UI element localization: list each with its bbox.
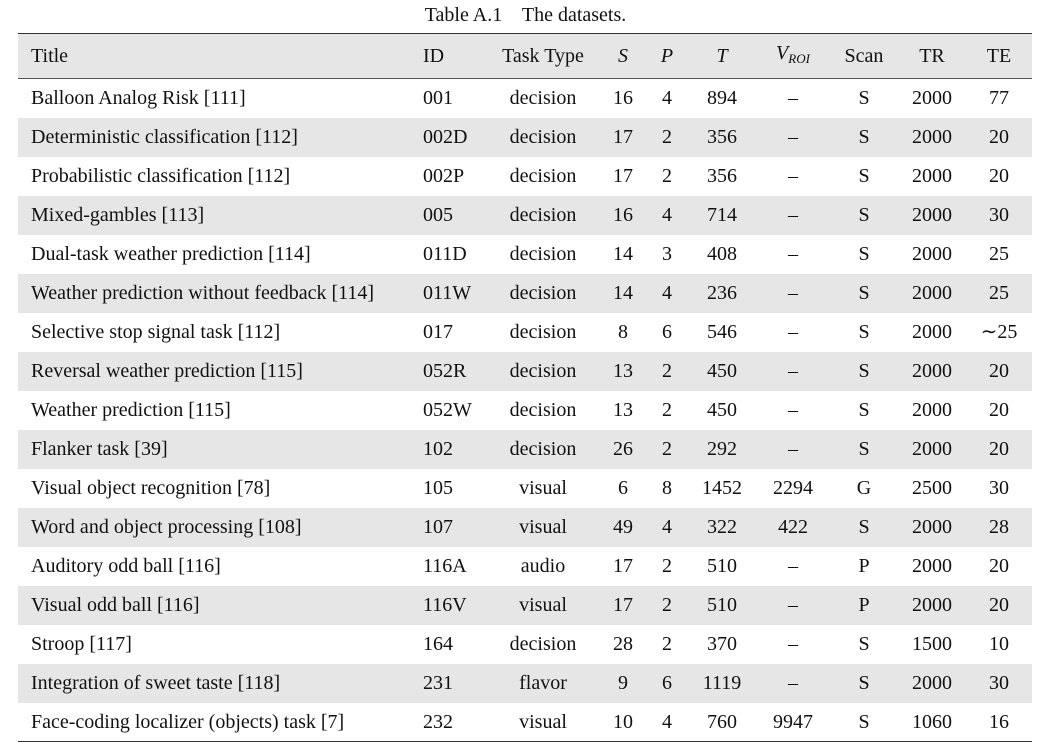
cell-title: Flanker task [39] — [31, 438, 168, 460]
cell-s: 14 — [613, 243, 633, 265]
cell-p: 4 — [662, 516, 672, 538]
cell-v-roi: – — [788, 243, 798, 265]
cell-tr: 2000 — [912, 516, 952, 538]
cell-id: 017 — [423, 321, 453, 343]
cell-id: 002D — [423, 126, 468, 148]
cell-t: 450 — [707, 360, 737, 382]
cell-id: 052W — [423, 399, 472, 421]
cell-p: 4 — [662, 204, 672, 226]
cell-te: 20 — [989, 126, 1009, 148]
cell-id: 001 — [423, 87, 453, 110]
cell-v-roi: – — [788, 87, 798, 110]
table-row — [18, 313, 1032, 352]
cell-te: 28 — [989, 516, 1009, 538]
cell-scan: S — [830, 703, 898, 742]
cell-s: 16 — [613, 87, 633, 110]
cell-t: 322 — [707, 516, 737, 538]
cell-v-roi: – — [788, 360, 798, 382]
cell-tr: 2000 — [912, 243, 952, 265]
cell-t: 510 — [707, 594, 737, 616]
cell-tr: 1500 — [912, 633, 952, 655]
cell-title: Mixed-gambles [113] — [31, 204, 205, 226]
cell-v-roi: – — [788, 204, 798, 226]
cell-p: 2 — [662, 165, 672, 187]
cell-p: 4 — [662, 87, 672, 110]
cell-id: 011W — [423, 282, 472, 304]
cell-id: 116A — [423, 555, 467, 577]
cell-p: 8 — [662, 477, 672, 499]
cell-s: 17 — [613, 126, 633, 148]
cell-p: 6 — [662, 321, 672, 343]
cell-scan: P — [858, 594, 870, 616]
col-header-v-sub: ROI — [788, 51, 810, 66]
cell-scan: P — [858, 555, 870, 577]
cell-v-roi: – — [788, 165, 798, 187]
cell-te: 20 — [989, 438, 1009, 460]
cell-s: 28 — [613, 633, 633, 655]
cell-scan: S — [858, 633, 870, 655]
cell-task-type: decision — [509, 399, 577, 421]
table-row — [18, 586, 1032, 625]
cell-id: 107 — [423, 516, 453, 538]
cell-id: 116V — [423, 594, 467, 616]
cell-s: 8 — [618, 321, 628, 343]
col-header-t: T — [688, 34, 756, 79]
cell-title: Deterministic classification [112] — [31, 126, 298, 148]
cell-p: 3 — [662, 243, 672, 265]
cell-scan: S — [858, 672, 870, 694]
cell-t: 450 — [707, 399, 737, 421]
cell-p: 4 — [662, 282, 672, 304]
col-header-task-type: Task Type — [486, 34, 600, 79]
cell-te: 20 — [989, 165, 1009, 187]
cell-tr: 1060 — [898, 703, 966, 742]
cell-task-type: decision — [509, 165, 577, 187]
cell-tr: 2000 — [912, 282, 952, 304]
col-header-p: P — [646, 34, 688, 79]
cell-task-type: visual — [519, 477, 567, 499]
cell-s: 17 — [613, 594, 633, 616]
cell-scan: S — [858, 516, 870, 538]
cell-title: Dual-task weather prediction [114] — [31, 243, 311, 265]
cell-p: 2 — [662, 555, 672, 577]
cell-v-roi: – — [788, 126, 798, 148]
cell-s: 17 — [613, 555, 633, 577]
table-row — [18, 703, 1032, 742]
table-row — [18, 79, 1032, 118]
cell-v-roi: – — [788, 438, 798, 460]
cell-tr: 2000 — [912, 438, 952, 460]
col-header-scan: Scan — [830, 34, 898, 79]
cell-id: 002P — [423, 165, 465, 187]
cell-task-type: decision — [509, 633, 577, 655]
cell-te: 20 — [989, 594, 1009, 616]
cell-tr: 2000 — [912, 126, 952, 148]
cell-scan: S — [858, 399, 870, 421]
table-row — [18, 196, 1032, 235]
cell-title: Weather prediction without feedback [114] — [31, 282, 375, 304]
col-header-s: S — [600, 34, 646, 79]
cell-v-roi: – — [788, 555, 798, 577]
cell-task-type: decision — [509, 321, 577, 343]
cell-scan: S — [858, 438, 870, 460]
cell-s: 13 — [613, 360, 633, 382]
cell-title: Visual odd ball [116] — [31, 594, 200, 616]
cell-v-roi: 2294 — [773, 477, 813, 499]
col-header-v-main: V — [776, 42, 789, 64]
table-row — [18, 664, 1032, 703]
cell-s: 17 — [613, 165, 633, 187]
cell-t: 236 — [707, 282, 737, 304]
cell-te: 20 — [989, 360, 1009, 382]
cell-id: 005 — [423, 204, 453, 226]
cell-te: 20 — [989, 555, 1009, 577]
cell-title: Probabilistic classification [112] — [31, 165, 291, 187]
cell-t: 356 — [707, 126, 737, 148]
cell-task-type: audio — [520, 555, 566, 577]
table-row — [18, 508, 1032, 547]
cell-scan: S — [858, 243, 870, 265]
table-row — [18, 235, 1032, 274]
cell-p: 2 — [662, 633, 672, 655]
cell-v-roi: 422 — [778, 516, 808, 538]
cell-scan: S — [858, 165, 870, 187]
table-caption-text: The datasets. — [521, 4, 627, 26]
cell-te: 16 — [966, 703, 1032, 742]
cell-tr: 2000 — [912, 87, 952, 110]
cell-s: 49 — [613, 516, 633, 538]
cell-title: Visual object recognition [78] — [31, 477, 271, 499]
cell-s: 14 — [613, 282, 633, 304]
cell-scan: S — [858, 321, 870, 343]
cell-t: 408 — [707, 243, 737, 265]
cell-s: 6 — [618, 477, 628, 499]
cell-tr: 2000 — [912, 672, 952, 694]
cell-v-roi: – — [788, 672, 798, 694]
cell-t: 894 — [707, 87, 737, 110]
cell-title: Selective stop signal task [112] — [31, 321, 281, 343]
cell-p: 4 — [646, 703, 688, 742]
table-row — [18, 118, 1032, 157]
cell-title: Reversal weather prediction [115] — [31, 360, 303, 382]
cell-scan: S — [858, 87, 870, 110]
cell-id: 231 — [423, 672, 453, 694]
cell-te: 25 — [989, 282, 1009, 304]
cell-v-roi: – — [788, 321, 798, 343]
table-row — [18, 391, 1032, 430]
cell-tr: 2000 — [912, 594, 952, 616]
cell-title: Word and object processing [108] — [31, 516, 302, 538]
cell-tr: 2000 — [912, 360, 952, 382]
cell-t: 370 — [707, 633, 737, 655]
cell-task-type: decision — [509, 282, 577, 304]
cell-scan: S — [858, 282, 870, 304]
cell-te: 30 — [989, 672, 1009, 694]
cell-id: 052R — [423, 360, 467, 382]
table-body — [18, 79, 1032, 742]
cell-id: 164 — [423, 633, 453, 655]
table-row — [18, 430, 1032, 469]
cell-task-type: flavor — [519, 672, 567, 694]
cell-te: 10 — [989, 633, 1009, 655]
table-header-row — [18, 34, 1032, 79]
cell-title: Weather prediction [115] — [31, 399, 231, 421]
cell-v-roi: – — [788, 594, 798, 616]
table-row — [18, 157, 1032, 196]
cell-id: 105 — [423, 477, 453, 499]
cell-te: 30 — [989, 204, 1009, 226]
cell-t: 292 — [707, 438, 737, 460]
cell-v-roi: 9947 — [756, 703, 830, 742]
cell-v-roi: – — [788, 399, 798, 421]
cell-t: 714 — [707, 204, 737, 226]
cell-p: 2 — [662, 594, 672, 616]
cell-p: 2 — [662, 126, 672, 148]
cell-task-type: decision — [509, 87, 577, 110]
cell-s: 13 — [613, 399, 633, 421]
col-header-te: TE — [966, 34, 1032, 79]
cell-tr: 2000 — [912, 165, 952, 187]
cell-task-type: decision — [509, 360, 577, 382]
cell-t: 1452 — [702, 477, 742, 499]
cell-task-type: visual — [486, 703, 600, 742]
cell-task-type: visual — [519, 594, 567, 616]
cell-task-type: visual — [519, 516, 567, 538]
cell-t: 510 — [707, 555, 737, 577]
cell-tr: 2000 — [912, 555, 952, 577]
cell-s: 9 — [618, 672, 628, 694]
cell-id: 102 — [423, 438, 453, 460]
cell-title: Stroop [117] — [31, 633, 132, 655]
cell-task-type: decision — [509, 438, 577, 460]
cell-tr: 2500 — [912, 477, 952, 499]
table-row — [18, 625, 1032, 664]
table-row — [18, 547, 1032, 586]
cell-tr: 2000 — [912, 204, 952, 226]
cell-tr: 2000 — [912, 399, 952, 421]
cell-t: 546 — [707, 321, 737, 343]
cell-p: 2 — [662, 399, 672, 421]
cell-scan: S — [858, 126, 870, 148]
cell-scan: S — [858, 360, 870, 382]
cell-te: 77 — [989, 87, 1009, 110]
cell-task-type: decision — [509, 204, 577, 226]
cell-te: 30 — [989, 477, 1009, 499]
cell-task-type: decision — [509, 243, 577, 265]
cell-te: 20 — [989, 399, 1009, 421]
table-row — [18, 469, 1032, 508]
col-header-tr: TR — [898, 34, 966, 79]
cell-title: Face-coding localizer (objects) task [7] — [18, 703, 414, 742]
col-header-v-roi — [756, 34, 830, 79]
cell-te: ∼25 — [980, 321, 1018, 343]
cell-v-roi: – — [788, 633, 798, 655]
table-caption — [0, 2, 1051, 28]
cell-t: 1119 — [702, 672, 742, 694]
cell-title: Balloon Analog Risk [111] — [31, 87, 246, 110]
cell-p: 2 — [662, 360, 672, 382]
col-header-title: Title — [18, 34, 414, 79]
cell-title: Integration of sweet taste [118] — [31, 672, 281, 694]
cell-s: 26 — [613, 438, 633, 460]
cell-s: 16 — [613, 204, 633, 226]
cell-task-type: decision — [509, 126, 577, 148]
cell-te: 25 — [989, 243, 1009, 265]
cell-s: 10 — [600, 703, 646, 742]
table-caption-label: Table A.1 — [424, 4, 503, 26]
cell-scan: G — [856, 477, 872, 499]
cell-v-roi: – — [788, 282, 798, 304]
cell-id: 011D — [423, 243, 467, 265]
cell-t: 760 — [688, 703, 756, 742]
cell-p: 6 — [662, 672, 672, 694]
cell-p: 2 — [662, 438, 672, 460]
cell-title: Auditory odd ball [116] — [31, 555, 221, 577]
cell-t: 356 — [707, 165, 737, 187]
cell-id: 232 — [414, 703, 486, 742]
table-row — [18, 274, 1032, 313]
cell-scan: S — [858, 204, 870, 226]
cell-tr: 2000 — [912, 321, 952, 343]
table-row — [18, 352, 1032, 391]
datasets-table — [18, 33, 1032, 742]
col-header-id: ID — [414, 34, 486, 79]
